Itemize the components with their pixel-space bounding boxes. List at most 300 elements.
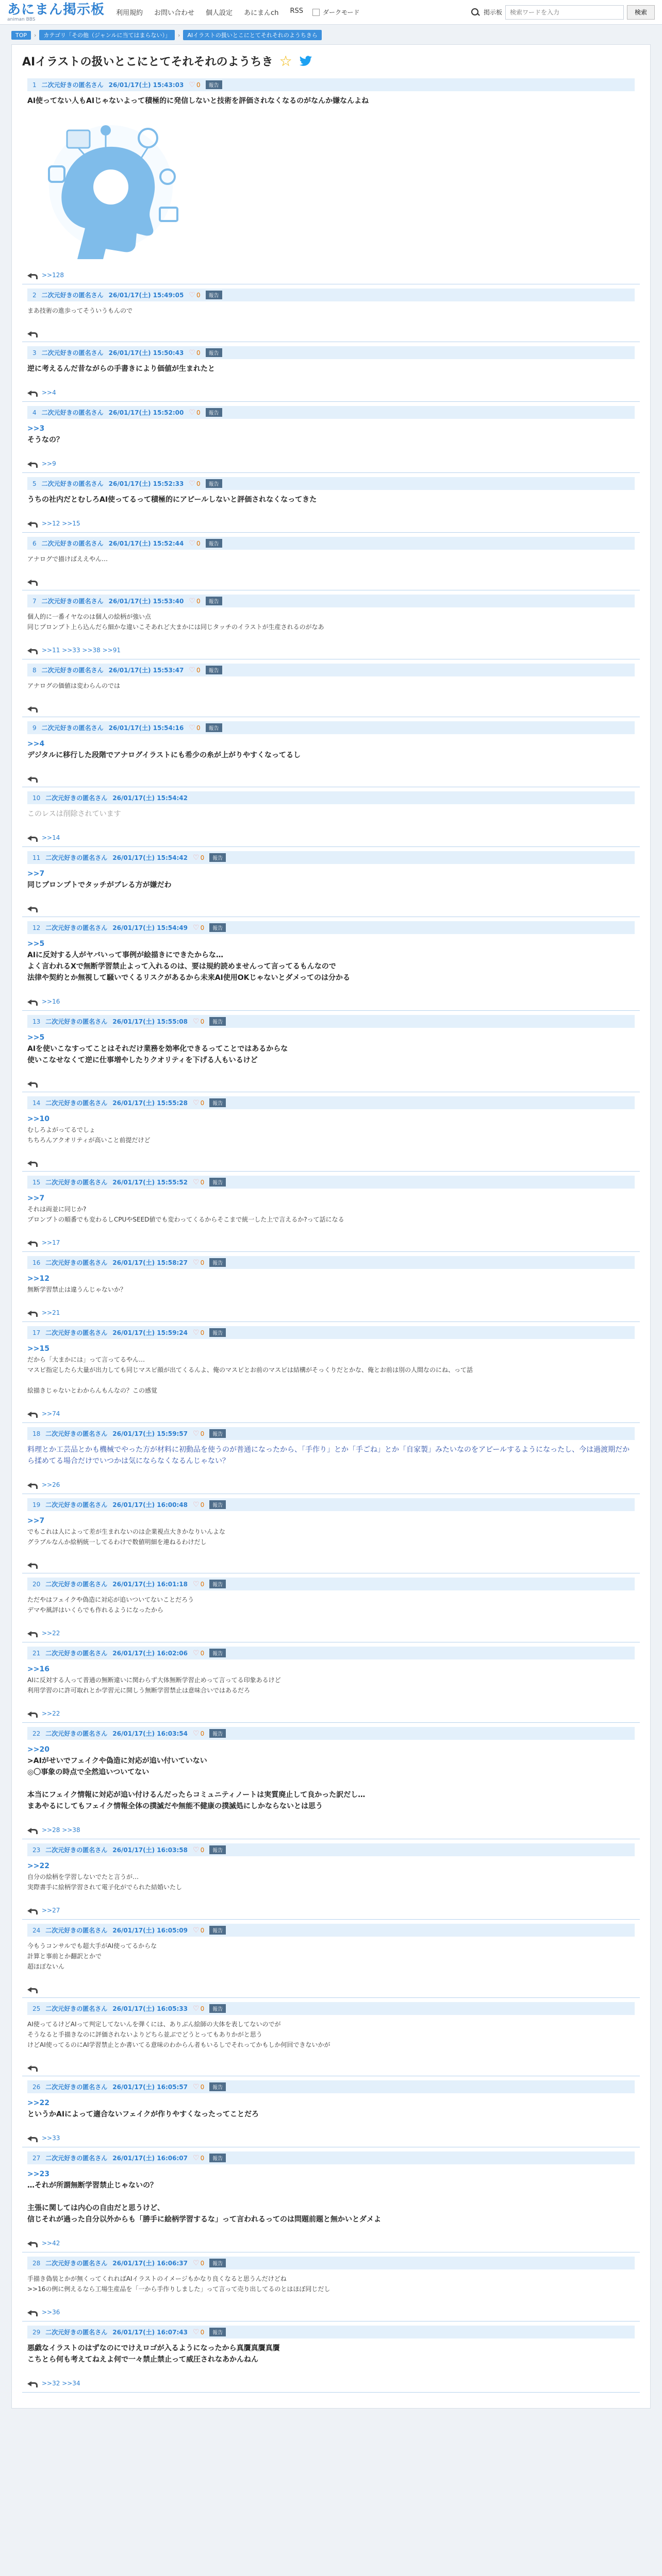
like-count: 0 [196, 597, 201, 605]
post-number[interactable]: 11 [32, 854, 41, 861]
post-body: 悪戯なイラストのはずなのにでけえロゴが入るようになったから真贋真贋真贋 こちとら何も考えてねえよ何で一々禁止禁止って威圧されなあかんねん [27, 2344, 280, 2364]
like-count: 0 [196, 539, 201, 547]
like-button[interactable] [193, 1926, 204, 1935]
post-anchor-link[interactable]: >>3 [27, 425, 45, 433]
post-date: 26/01/17(土) 16:05:33 [112, 2005, 188, 2012]
post-author: 二次元好きの匿名さん [41, 667, 104, 674]
report-button[interactable]: 報告 [206, 723, 222, 732]
heart-icon: ♡ [193, 1580, 200, 1588]
like-button[interactable] [189, 724, 200, 732]
post-spacer [27, 1812, 635, 1819]
post-date: 26/01/17(土) 15:43:03 [108, 81, 184, 89]
post-body: そうなの？ [27, 436, 63, 444]
reply-icon[interactable] [27, 1630, 37, 1636]
like-button[interactable] [189, 349, 200, 357]
post-number[interactable]: 15 [32, 1178, 41, 1186]
like-button[interactable] [193, 924, 204, 932]
post-item [22, 74, 640, 284]
post-item [22, 2147, 640, 2252]
report-button[interactable]: 報告 [209, 2004, 226, 2013]
like-button[interactable] [189, 291, 200, 299]
breadcrumb-category[interactable]: カテゴリ「その他（ジャンルに当てはまらない）」 [39, 30, 175, 40]
post-number[interactable]: 25 [32, 2005, 41, 2012]
thread-container [11, 44, 651, 2409]
post-header [27, 2080, 635, 2093]
post-number[interactable]: 10 [32, 794, 41, 802]
reply-links[interactable]: >>42 [42, 2240, 60, 2247]
breadcrumb-separator: › [34, 31, 37, 39]
report-button[interactable]: 報告 [209, 1845, 226, 1854]
heart-icon: ♡ [193, 2328, 200, 2336]
post-number[interactable]: 3 [32, 349, 37, 357]
heart-icon: ♡ [189, 408, 195, 417]
post-anchor-link[interactable]: >>7 [27, 1194, 45, 1202]
post-anchor-link[interactable]: >>4 [27, 740, 45, 748]
reply-icon[interactable] [27, 835, 37, 841]
thread-title: AIイラストの扱いとこにとてそれそれのようちき [22, 56, 273, 69]
reply-icon[interactable] [27, 461, 37, 467]
nav-rss[interactable]: RSS [290, 7, 303, 15]
nav-settings[interactable]: 個人設定 [206, 9, 233, 17]
nav-contact[interactable]: お問い合わせ [154, 9, 195, 17]
post-body: アナログで描けばええやん… [27, 555, 108, 563]
nav-terms[interactable]: 利用規約 [116, 9, 143, 17]
post-anchor-link[interactable]: >>7 [27, 1517, 45, 1525]
breadcrumb-thread[interactable]: AIイラストの扱いとこにとてそれそれのようちきら [183, 30, 321, 40]
heart-icon: ♡ [193, 2004, 200, 2013]
post-footer [27, 579, 635, 585]
post-author: 二次元好きの匿名さん [41, 292, 104, 299]
reply-links[interactable]: >>21 [42, 1309, 60, 1316]
post-body: AI使ってない人もAIじゃないよって積極的に発信しないと技術を評価されなくなるのがなんか嫌なんよね [27, 97, 369, 105]
post-number[interactable]: 7 [32, 597, 37, 605]
post-footer [27, 998, 635, 1005]
like-button[interactable] [193, 1099, 204, 1107]
post-item [22, 1494, 640, 1573]
reply-links[interactable]: >>14 [42, 834, 60, 841]
like-button[interactable] [193, 854, 204, 862]
reply-icon[interactable] [27, 1827, 37, 1833]
like-button[interactable] [189, 539, 200, 548]
post-body: 料理とか工芸品とかも機械でやった方が材料に初動品を使うのが普通になったから、「手作り」とか「手ごね」とか「自家製」みたいなのをアピールするようになったし、今は過渡期だから揉めてる場合だけでいつかは気にならなくなるんじゃない？ [27, 1446, 630, 1465]
post-body: アナログの価値は変わらんのでは [27, 682, 121, 689]
like-count: 0 [200, 1099, 205, 1107]
post-body: このレスは削除されています [27, 810, 121, 818]
reply-links[interactable]: >>12 >>15 [42, 520, 80, 527]
post-anchor-link[interactable]: >>22 [27, 2099, 49, 2107]
reply-links[interactable]: >>9 [42, 460, 56, 467]
heart-icon: ♡ [189, 80, 195, 89]
post-number[interactable]: 19 [32, 1501, 41, 1509]
post-date: 26/01/17(土) 15:59:57 [112, 1430, 188, 1437]
report-button[interactable]: 報告 [206, 408, 222, 417]
post-anchor-link[interactable]: >>12 [27, 1275, 49, 1283]
post-header [27, 289, 635, 301]
post-footer [27, 2240, 635, 2247]
report-button[interactable]: 報告 [209, 1258, 226, 1267]
post-spacer [27, 1225, 635, 1232]
reply-links[interactable]: >>22 [42, 1630, 60, 1637]
like-count: 0 [196, 480, 201, 487]
report-button[interactable]: 報告 [206, 666, 222, 674]
post-author: 二次元好きの匿名さん [41, 81, 104, 89]
reply-links[interactable]: >>28 >>38 [42, 1826, 80, 1834]
report-button[interactable]: 報告 [206, 479, 222, 488]
post-image[interactable] [28, 110, 193, 264]
post-footer [27, 520, 635, 527]
post-date: 26/01/17(土) 15:52:33 [108, 480, 184, 487]
post-header [27, 1176, 635, 1189]
heart-icon: ♡ [193, 1017, 200, 1026]
like-button[interactable] [193, 2005, 204, 2013]
reply-links[interactable]: >>36 [42, 2309, 60, 2316]
post-body: ただやはフェイクや偽造に対応が追いついてないことだろう デマや風評はいくらでも作れるようになったから [27, 1596, 194, 1614]
like-count: 0 [200, 854, 205, 861]
post-anchor-link[interactable]: >>16 [27, 1665, 49, 1673]
report-button[interactable]: 報告 [209, 2154, 226, 2162]
post-body: AIを使いこなすってことはそれだけ業務を効率化できるってことではあるからな 使いこなせなくて逆に仕事増やしたりクオリティを下げる人もいるけど [27, 1045, 288, 1064]
reply-icon[interactable] [27, 520, 37, 527]
reply-links[interactable]: >>11 >>33 >>38 >>91 [42, 647, 121, 654]
reply-icon[interactable] [27, 1986, 37, 1992]
post-item [22, 2076, 640, 2147]
like-button[interactable] [193, 1580, 204, 1588]
post-date: 26/01/17(土) 15:53:40 [108, 598, 184, 605]
heart-icon: ♡ [193, 1649, 200, 1657]
reply-icon[interactable] [27, 1240, 37, 1246]
post-item [22, 1839, 640, 1920]
post-date: 26/01/17(土) 15:52:00 [108, 409, 184, 416]
post-anchor-link[interactable]: >>7 [27, 870, 45, 878]
reply-icon[interactable] [27, 998, 37, 1005]
reply-icon[interactable] [27, 905, 37, 911]
like-button[interactable] [193, 2083, 204, 2091]
star-icon[interactable]: ☆ [279, 52, 292, 70]
post-footer [27, 1309, 635, 1316]
post-date: 26/01/17(土) 15:55:08 [112, 1018, 188, 1025]
post-list [22, 74, 640, 2393]
like-button[interactable] [189, 81, 200, 89]
post-footer [27, 775, 635, 782]
reply-links[interactable]: >>26 [42, 1481, 60, 1488]
like-button[interactable] [193, 1178, 204, 1187]
post-body: 無断学習禁止は違うんじゃないか？ [27, 1286, 127, 1293]
post-anchor-link[interactable]: >>22 [27, 1862, 49, 1870]
post-body: 同じプロンプトでタッチがブレる方が嫌だわ [27, 881, 172, 889]
reply-icon[interactable] [27, 1562, 37, 1568]
post-header [27, 346, 635, 359]
post-date: 26/01/17(土) 16:03:58 [112, 1846, 188, 1854]
reply-links[interactable]: >>4 [42, 389, 56, 396]
report-button[interactable]: 報告 [209, 1098, 226, 1107]
post-number[interactable]: 24 [32, 1926, 41, 1934]
breadcrumb [11, 30, 651, 40]
post-number[interactable]: 28 [32, 2259, 41, 2267]
reply-links[interactable]: >>27 [42, 1907, 60, 1914]
report-button[interactable]: 報告 [209, 2259, 226, 2267]
reply-links[interactable]: >>17 [42, 1239, 60, 1246]
report-button[interactable]: 報告 [209, 923, 226, 932]
heart-icon: ♡ [189, 723, 195, 732]
like-count: 0 [200, 2083, 205, 2091]
post-anchor-link[interactable]: >>23 [27, 2170, 49, 2178]
post-spacer [27, 375, 635, 382]
post-spacer [27, 2365, 635, 2372]
post-number[interactable]: 12 [32, 924, 41, 931]
post-footer [27, 2064, 635, 2071]
post-author: 二次元好きの匿名さん [45, 1329, 108, 1336]
like-count: 0 [200, 1329, 205, 1336]
post-header [27, 921, 635, 934]
like-button[interactable] [193, 1430, 204, 1438]
post-footer [27, 1826, 635, 1834]
report-button[interactable]: 報告 [206, 291, 222, 299]
reply-icon[interactable] [27, 647, 37, 653]
post-author: 二次元好きの匿名さん [45, 1730, 108, 1737]
logo-text: あにまん掲示板 [7, 2, 105, 18]
reply-icon[interactable] [27, 2380, 37, 2386]
post-number[interactable]: 4 [32, 409, 37, 416]
post-header [27, 477, 635, 490]
post-body: …それが所謂無断学習禁止じゃないの？ 主張に関しては内心の自由だと思うけど、 信じそれが過った自分以外からも「勝手に絵柄学習するな」って言われるってのは問題前題と無かいとダメよ [27, 2181, 381, 2224]
post-header [27, 406, 635, 419]
reply-links[interactable]: >>32 >>34 [42, 2380, 80, 2387]
post-header [27, 664, 635, 676]
like-count: 0 [200, 1018, 205, 1025]
reply-links[interactable]: >>33 [42, 2134, 60, 2142]
main-nav [116, 7, 303, 17]
like-button[interactable] [193, 1018, 204, 1026]
reply-icon[interactable] [27, 775, 37, 782]
dark-mode-toggle[interactable] [312, 8, 360, 16]
reply-icon[interactable] [27, 1310, 37, 1316]
reply-icon[interactable] [27, 1411, 37, 1417]
post-number[interactable]: 16 [32, 1259, 41, 1266]
post-number[interactable]: 2 [32, 291, 37, 299]
post-author: 二次元好きの匿名さん [45, 2329, 108, 2336]
reply-icon[interactable] [27, 330, 37, 336]
breadcrumb-top[interactable]: TOP [11, 31, 31, 40]
post-body: 今もうコンサルでも超大手がAI使ってるからな 計算と事前とか翻訳とかで 超ほぼないん [27, 1942, 157, 1970]
nav-animanch[interactable]: あにまんch [244, 9, 279, 17]
like-count: 0 [196, 81, 201, 89]
report-button[interactable]: 報告 [206, 348, 222, 357]
post-footer [27, 1481, 635, 1488]
reply-icon[interactable] [27, 272, 37, 278]
post-number[interactable]: 26 [32, 2083, 41, 2091]
reply-icon[interactable] [27, 1907, 37, 1913]
post-anchor-link[interactable]: >>5 [27, 1033, 45, 1042]
post-spacer [27, 1066, 635, 1073]
post-date: 26/01/17(土) 15:52:44 [108, 540, 184, 547]
post-number[interactable]: 17 [32, 1329, 41, 1336]
post-item [22, 402, 640, 473]
post-spacer [27, 1396, 635, 1403]
post-footer [27, 834, 635, 841]
like-count: 0 [200, 1730, 205, 1737]
post-number[interactable]: 20 [32, 1580, 41, 1588]
reply-icon[interactable] [27, 2064, 37, 2071]
post-body: でもこれは人によって差が生まれないのは企業視点大きかなりいんよな グラブルなんか絵柄統一してるわけで数値明細を連ねるわけだし [27, 1528, 226, 1546]
like-button[interactable] [193, 1259, 204, 1267]
report-button[interactable]: 報告 [209, 1649, 226, 1657]
report-button[interactable]: 報告 [209, 1178, 226, 1187]
report-button[interactable]: 報告 [209, 1429, 226, 1438]
reply-icon[interactable] [27, 1080, 37, 1087]
report-button[interactable]: 報告 [209, 1926, 226, 1935]
report-button[interactable]: 報告 [206, 539, 222, 548]
post-author: 二次元好きの匿名さん [45, 2083, 108, 2091]
post-body: 逆に考えるんだ昔ながらの手書きにより価値が生まれたと [27, 365, 215, 373]
report-button[interactable]: 報告 [209, 1017, 226, 1026]
like-button[interactable] [189, 409, 200, 417]
reply-links[interactable]: >>16 [42, 998, 60, 1005]
post-author: 二次元好きの匿名さん [41, 598, 104, 605]
dark-mode-checkbox[interactable] [312, 9, 320, 16]
post-number[interactable]: 9 [32, 724, 37, 732]
post-number[interactable]: 23 [32, 1846, 41, 1854]
post-header [27, 1096, 635, 1109]
heart-icon: ♡ [189, 597, 195, 605]
like-button[interactable] [189, 480, 200, 488]
post-header [27, 1015, 635, 1028]
post-date: 26/01/17(土) 15:59:24 [112, 1329, 188, 1336]
search-input[interactable] [505, 5, 624, 20]
post-body: 個人的に一番イヤなのは個人の絵柄が強い点 同じプロンプト上ら込んだら細かな違いこそあれど大まかには同じタッチのイラストが生産されるのがなあ [27, 613, 324, 631]
post-spacer [27, 1892, 635, 1900]
post-anchor-link[interactable]: >>20 [27, 1745, 49, 1754]
report-button[interactable]: 報告 [209, 2082, 226, 2091]
post-number[interactable]: 1 [32, 81, 37, 89]
post-author: 二次元好きの匿名さん [45, 924, 108, 931]
report-button[interactable]: 報告 [209, 1580, 226, 1588]
post-header [27, 1427, 635, 1440]
post-date: 26/01/17(土) 16:05:09 [112, 1927, 188, 1934]
reply-icon[interactable] [27, 2309, 37, 2315]
post-number[interactable]: 22 [32, 1730, 41, 1737]
dark-mode-label: ダークモード [323, 9, 360, 16]
like-button[interactable] [193, 1329, 204, 1337]
reply-icon[interactable] [27, 1710, 37, 1717]
site-logo[interactable] [7, 3, 105, 22]
reply-icon[interactable] [27, 2240, 37, 2246]
post-author: 二次元好きの匿名さん [45, 1846, 108, 1854]
reply-icon[interactable] [27, 705, 37, 711]
like-count: 0 [200, 2005, 205, 2012]
post-number[interactable]: 14 [32, 1099, 41, 1107]
reply-icon[interactable] [27, 389, 37, 396]
like-button[interactable] [193, 1649, 204, 1657]
post-spacer [27, 1467, 635, 1474]
heart-icon: ♡ [193, 923, 200, 932]
search-area [470, 5, 655, 20]
post-number[interactable]: 13 [32, 1018, 41, 1025]
post-item [22, 1322, 640, 1423]
search-category[interactable]: 掲示板 [483, 9, 502, 16]
post-number[interactable]: 18 [32, 1430, 41, 1437]
post-anchor-link[interactable]: >>10 [27, 1115, 49, 1123]
thread-title-row [22, 53, 640, 74]
like-button[interactable] [193, 2328, 204, 2336]
post-number[interactable]: 21 [32, 1649, 41, 1657]
post-spacer [27, 691, 635, 698]
heart-icon: ♡ [193, 1098, 200, 1107]
heart-icon: ♡ [193, 1500, 200, 1509]
post-header [27, 1924, 635, 1937]
reply-links[interactable]: >>74 [42, 1410, 60, 1417]
reply-icon[interactable] [27, 1160, 37, 1166]
post-number[interactable]: 6 [32, 539, 37, 547]
post-body: というかAIによって適合ないフェイクが作りやすくなったってことだろ [27, 2110, 259, 2119]
heart-icon: ♡ [193, 853, 200, 862]
report-button[interactable]: 報告 [209, 853, 226, 862]
like-button[interactable] [189, 597, 200, 605]
like-button[interactable] [189, 666, 200, 674]
post-spacer [27, 1547, 635, 1554]
post-body: デジタルに移行した段階でアナログイラストにも希少の糸が上がりやすくなってるし [27, 751, 301, 759]
post-number[interactable]: 8 [32, 666, 37, 674]
post-header [27, 1727, 635, 1740]
post-item [22, 1998, 640, 2076]
heart-icon: ♡ [189, 291, 195, 299]
post-anchor-link[interactable]: >>15 [27, 1345, 49, 1353]
post-header [27, 851, 635, 864]
post-number[interactable]: 29 [32, 2328, 41, 2336]
post-body: だから「大まかには」って言ってるやん… マスピ指定したら大量が出力しても同じマスピ顔が出てくるんよ、俺のマスピとお前のマスピは結構がそっくりだとかな、俺とお前は別の人間なのにね、って話 絵描きじゃないとわからんもんなの？この感覚 [27, 1356, 473, 1394]
post-spacer [27, 761, 635, 768]
post-anchor-link[interactable]: >>5 [27, 940, 45, 948]
post-footer [27, 1160, 635, 1166]
report-button[interactable]: 報告 [209, 1500, 226, 1509]
post-author: 二次元好きの匿名さん [45, 1259, 108, 1266]
post-header [27, 2326, 635, 2338]
heart-icon: ♡ [193, 1926, 200, 1935]
like-button[interactable] [193, 1846, 204, 1854]
post-footer [27, 1410, 635, 1417]
reply-links[interactable]: >>128 [42, 272, 64, 279]
reply-icon[interactable] [27, 1482, 37, 1488]
like-button[interactable] [193, 2154, 204, 2162]
like-count: 0 [196, 349, 201, 357]
like-button[interactable] [193, 1501, 204, 1509]
post-date: 26/01/17(土) 15:58:27 [112, 1259, 188, 1266]
report-button[interactable]: 報告 [209, 1328, 226, 1337]
post-author: 二次元好きの匿名さん [45, 1430, 108, 1437]
reply-icon[interactable] [27, 579, 37, 585]
post-date: 26/01/17(土) 16:05:57 [112, 2083, 188, 2091]
post-date: 26/01/17(土) 16:07:43 [112, 2329, 188, 2336]
bird-icon[interactable] [299, 56, 313, 67]
heart-icon: ♡ [193, 2082, 200, 2091]
post-item [22, 787, 640, 847]
post-author: 二次元好きの匿名さん [41, 480, 104, 487]
post-number[interactable]: 27 [32, 2154, 41, 2162]
report-button[interactable]: 報告 [206, 80, 222, 89]
post-date: 26/01/17(土) 16:03:54 [112, 1730, 188, 1737]
like-count: 0 [200, 924, 205, 931]
post-number[interactable]: 5 [32, 480, 37, 487]
post-spacer [27, 2294, 635, 2301]
reply-icon[interactable] [27, 2135, 37, 2141]
search-button[interactable]: 検索 [627, 5, 655, 20]
post-spacer [27, 2050, 635, 2057]
report-button[interactable]: 報告 [209, 1729, 226, 1738]
like-button[interactable] [193, 2259, 204, 2267]
report-button[interactable]: 報告 [206, 597, 222, 605]
reply-links[interactable]: >>22 [42, 1710, 60, 1717]
like-button[interactable] [193, 1730, 204, 1738]
report-button[interactable]: 報告 [209, 2328, 226, 2336]
